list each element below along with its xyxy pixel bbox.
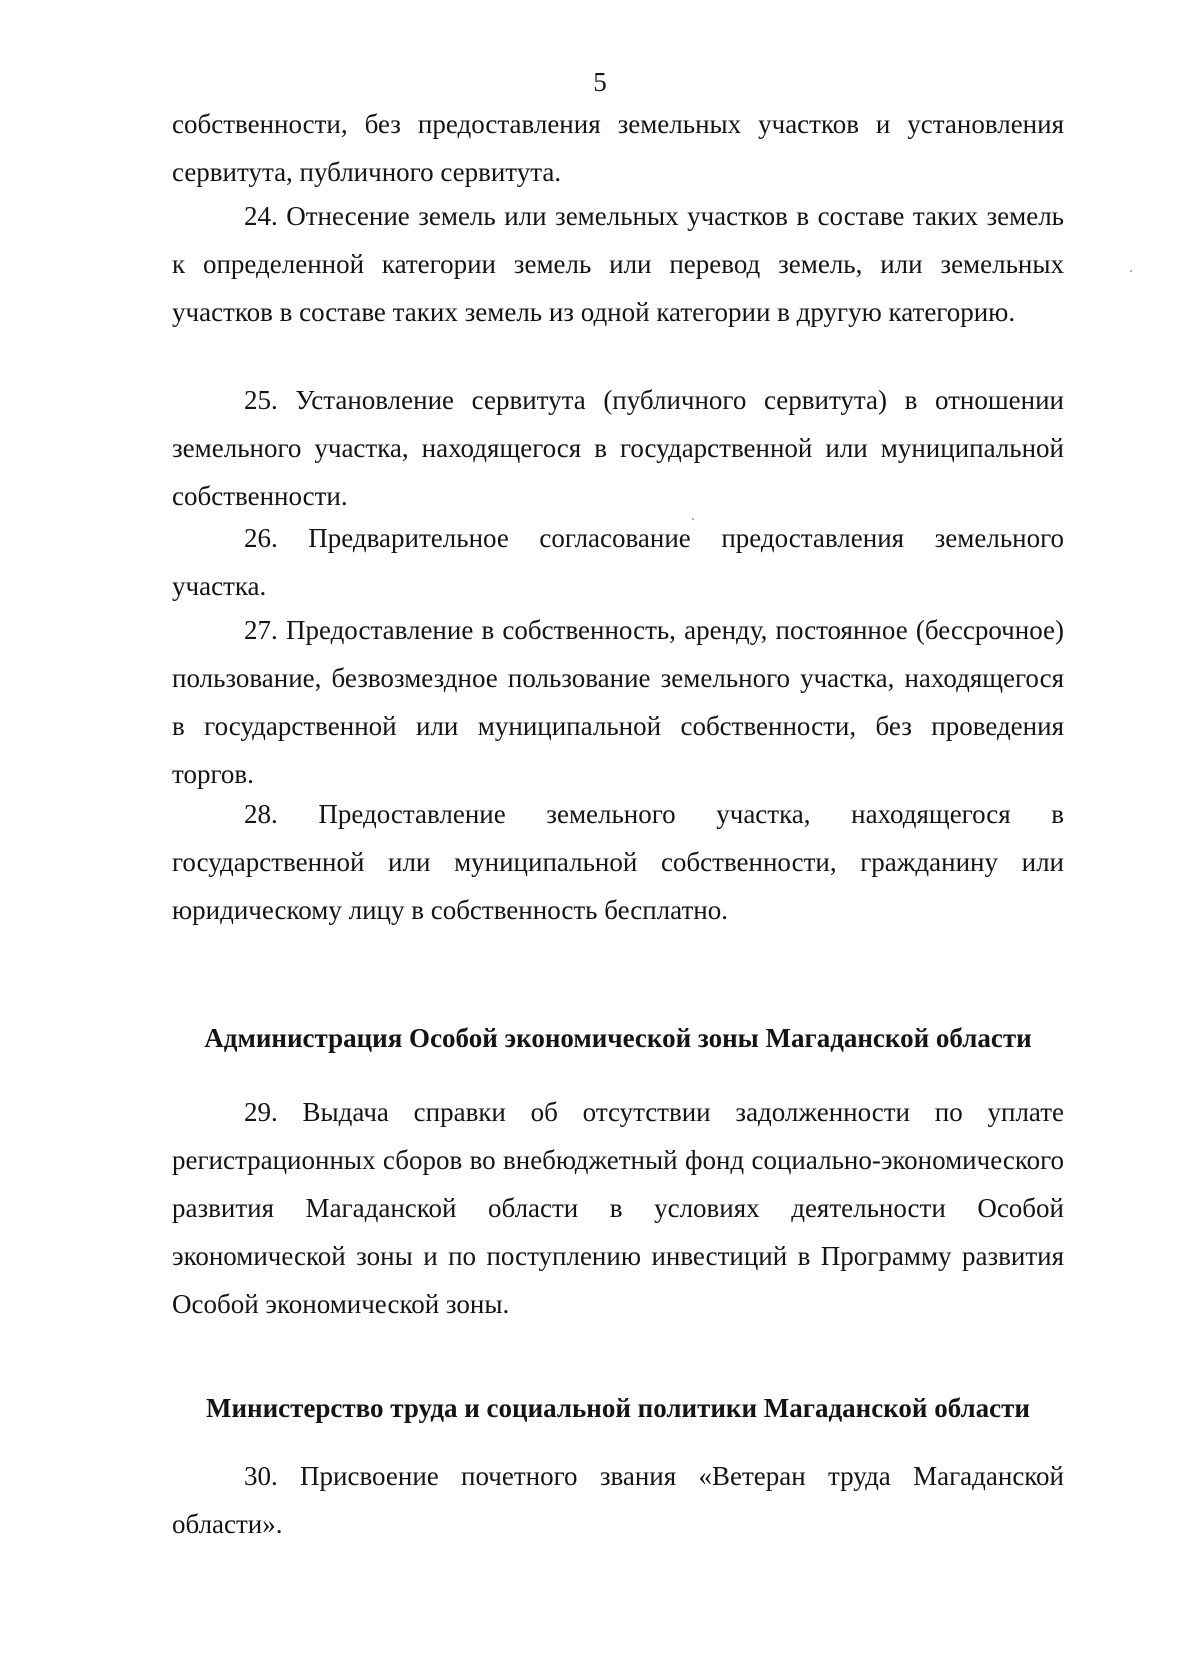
paragraph-item-25: 25. Установление сервитута (публичного сервитута) в отношении земельного участка, находящегося в государственной или муниципальной собственности.	[172, 385, 1064, 511]
paragraph-item-27: 27. Предоставление в собственность, аренду, постоянное (бессрочное) пользование, безвозмездное пользование земельного участка, находящегося в государственной или муниципальной собственности, без проведения торгов.	[172, 615, 1064, 789]
paragraph-item-26: 26. Предварительное согласование предоставления земельного участка.	[172, 523, 1064, 601]
page-number: 5	[593, 67, 607, 97]
section-heading-labor: Министерство труда и социальной политики Магаданской области	[205, 1393, 1030, 1423]
paragraph-item-29: 29. Выдача справки об отсутствии задолженности по уплате регистрационных сборов во внебюджетный фонд социально-экономического развития Магаданской области в условиях деятельности Особой экономической зоны и по поступлению инвестиций в Программу развития Особой экономической зоны.	[172, 1097, 1064, 1319]
paragraph-item-30: 30. Присвоение почетного звания «Ветеран труда Магаданской области».	[172, 1461, 1064, 1539]
section-heading-osez: Администрация Особой экономической зоны Магаданской области	[204, 1023, 1032, 1053]
scan-speck	[1130, 270, 1132, 272]
paragraph-item-28: 28. Предоставление земельного участка, находящегося в государственной или муниципальной собственности, гражданину или юридическому лицу в собственность бесплатно.	[172, 799, 1064, 925]
paragraph-item-24: 24. Отнесение земель или земельных участков в составе таких земель к определенной категории земель или перевод земель, или земельных участков в составе таких земель из одной категории в другую категорию.	[172, 201, 1064, 327]
scan-speck	[692, 518, 694, 520]
paragraph-continuation: собственности, без предоставления земельных участков и установления сервитута, публичного сервитута.	[172, 109, 1064, 187]
